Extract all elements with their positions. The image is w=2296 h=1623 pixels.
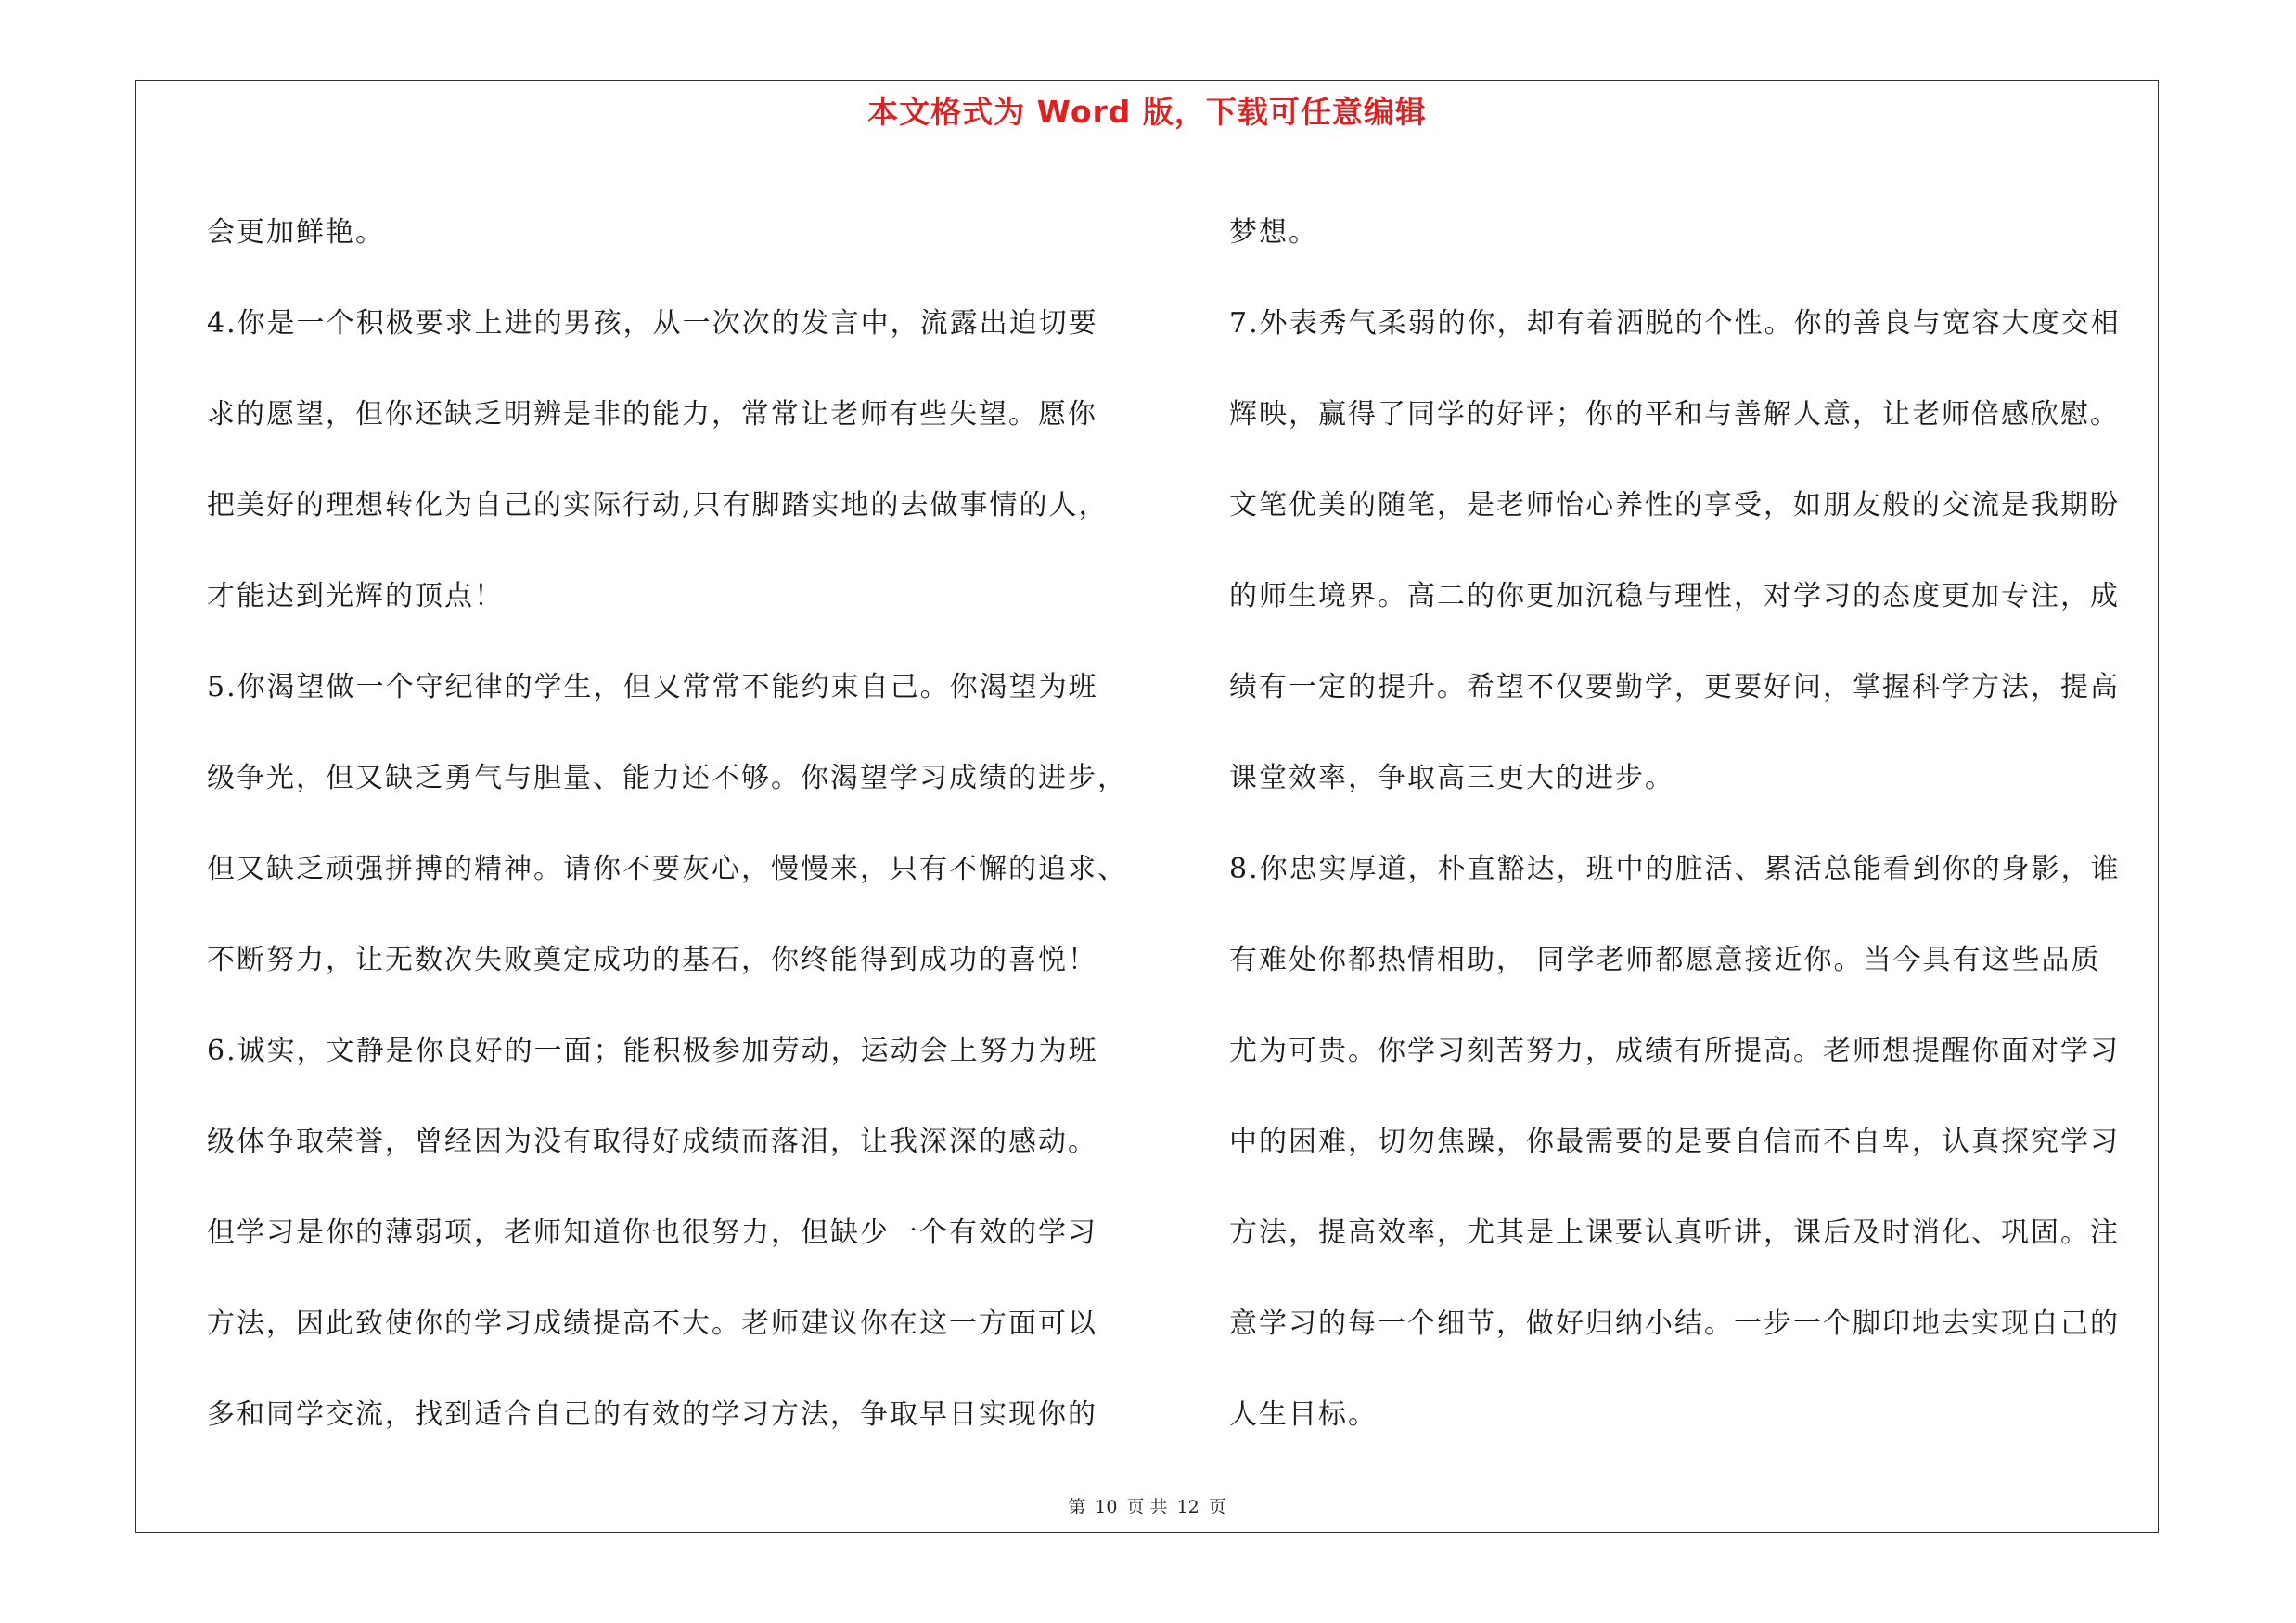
text-line: 6.诚实，文静是你良好的一面；能积极参加劳动，运动会上努力为班 [207,1035,1098,1067]
page-number-footer [136,1493,2158,1518]
text-line: 5.你渴望做一个守纪律的学生，但又常常不能约束自己。你渴望为班 [207,671,1098,703]
text-line: 方法，因此致使你的学习成绩提高不大。老师建议你在这一方面可以 [207,1307,1097,1340]
text-line: 方法，提高效率，尤其是上课要认真听讲，课后及时消化、巩固。注 [1229,1217,2120,1249]
text-line: 多和同学交流，找到适合自己的有效的学习方法，争取早日实现你的 [207,1398,1097,1431]
current-page-number: 10 [1095,1497,1118,1517]
text-line: 尤为可贵。你学习刻苦努力，成绩有所提高。老师想提醒你面对学习 [1229,1035,2120,1067]
text-line: 的师生境界。高二的你更加沉稳与理性，对学习的态度更加专注，成 [1229,580,2120,612]
text-line: 人生目标。 [1229,1398,1378,1431]
footer-middle: 页 共 [1126,1497,1168,1517]
text-line: 求的愿望，但你还缺乏明辨是非的能力，常常让老师有些失望。愿你 [207,398,1097,431]
right-column [1229,187,2157,1461]
text-line: 把美好的理想转化为自己的实际行动,只有脚踏实地的去做事情的人， [207,489,1109,522]
text-line: 课堂效率，争取高三更大的进步。 [1229,762,1674,794]
text-line: 4.你是一个积极要求上进的男孩，从一次次的发言中，流露出迫切要 [207,307,1098,340]
header-note: 本文格式为 Word 版，下载可任意编辑 [867,94,1427,130]
total-page-count: 12 [1176,1497,1199,1517]
text-line: 会更加鲜艳。 [207,216,385,249]
text-line: 绩有一定的提升。希望不仅要勤学，更要好问，掌握科学方法，提高 [1229,671,2120,703]
text-line: 有难处你都热情相助， 同学老师都愿意接近你。当今具有这些品质 [1229,944,2101,976]
text-line: 文笔优美的随笔，是老师怡心养性的享受，如朋友般的交流是我期盼 [1229,489,2120,522]
text-line: 梦想。 [1229,216,1318,249]
text-line: 级争光，但又缺乏勇气与胆量、能力还不够。你渴望学习成绩的进步， [207,762,1127,794]
footer-suffix: 页 [1208,1497,1226,1517]
text-line: 但学习是你的薄弱项，老师知道你也很努力，但缺少一个有效的学习 [207,1217,1097,1249]
footer-prefix: 第 [1068,1497,1086,1517]
text-line: 意学习的每一个细节，做好归纳小结。一步一个脚印地去实现自己的 [1229,1307,2120,1340]
text-line: 辉映，赢得了同学的好评；你的平和与善解人意，让老师倍感欣慰。 [1229,398,2120,431]
text-line: 7.外表秀气柔弱的你，却有着洒脱的个性。你的善良与宽容大度交相 [1229,307,2121,340]
text-line: 级体争取荣誉，曾经因为没有取得好成绩而落泪，让我深深的感动。 [207,1126,1097,1158]
text-line: 不断努力，让无数次失败奠定成功的基石，你终能得到成功的喜悦！ [207,944,1097,976]
text-line: 但又缺乏顽强拼搏的精神。请你不要灰心，慢慢来，只有不懈的追求、 [207,853,1127,885]
left-column [207,187,1125,1461]
document-page [135,80,2159,1533]
text-line: 8.你忠实厚道，朴直豁达，班中的脏活、累活总能看到你的身影，谁 [1229,853,2121,885]
text-line: 中的困难，切勿焦躁，你最需要的是要自信而不自卑，认真探究学习 [1229,1126,2120,1158]
text-line: 才能达到光辉的顶点！ [207,580,504,612]
